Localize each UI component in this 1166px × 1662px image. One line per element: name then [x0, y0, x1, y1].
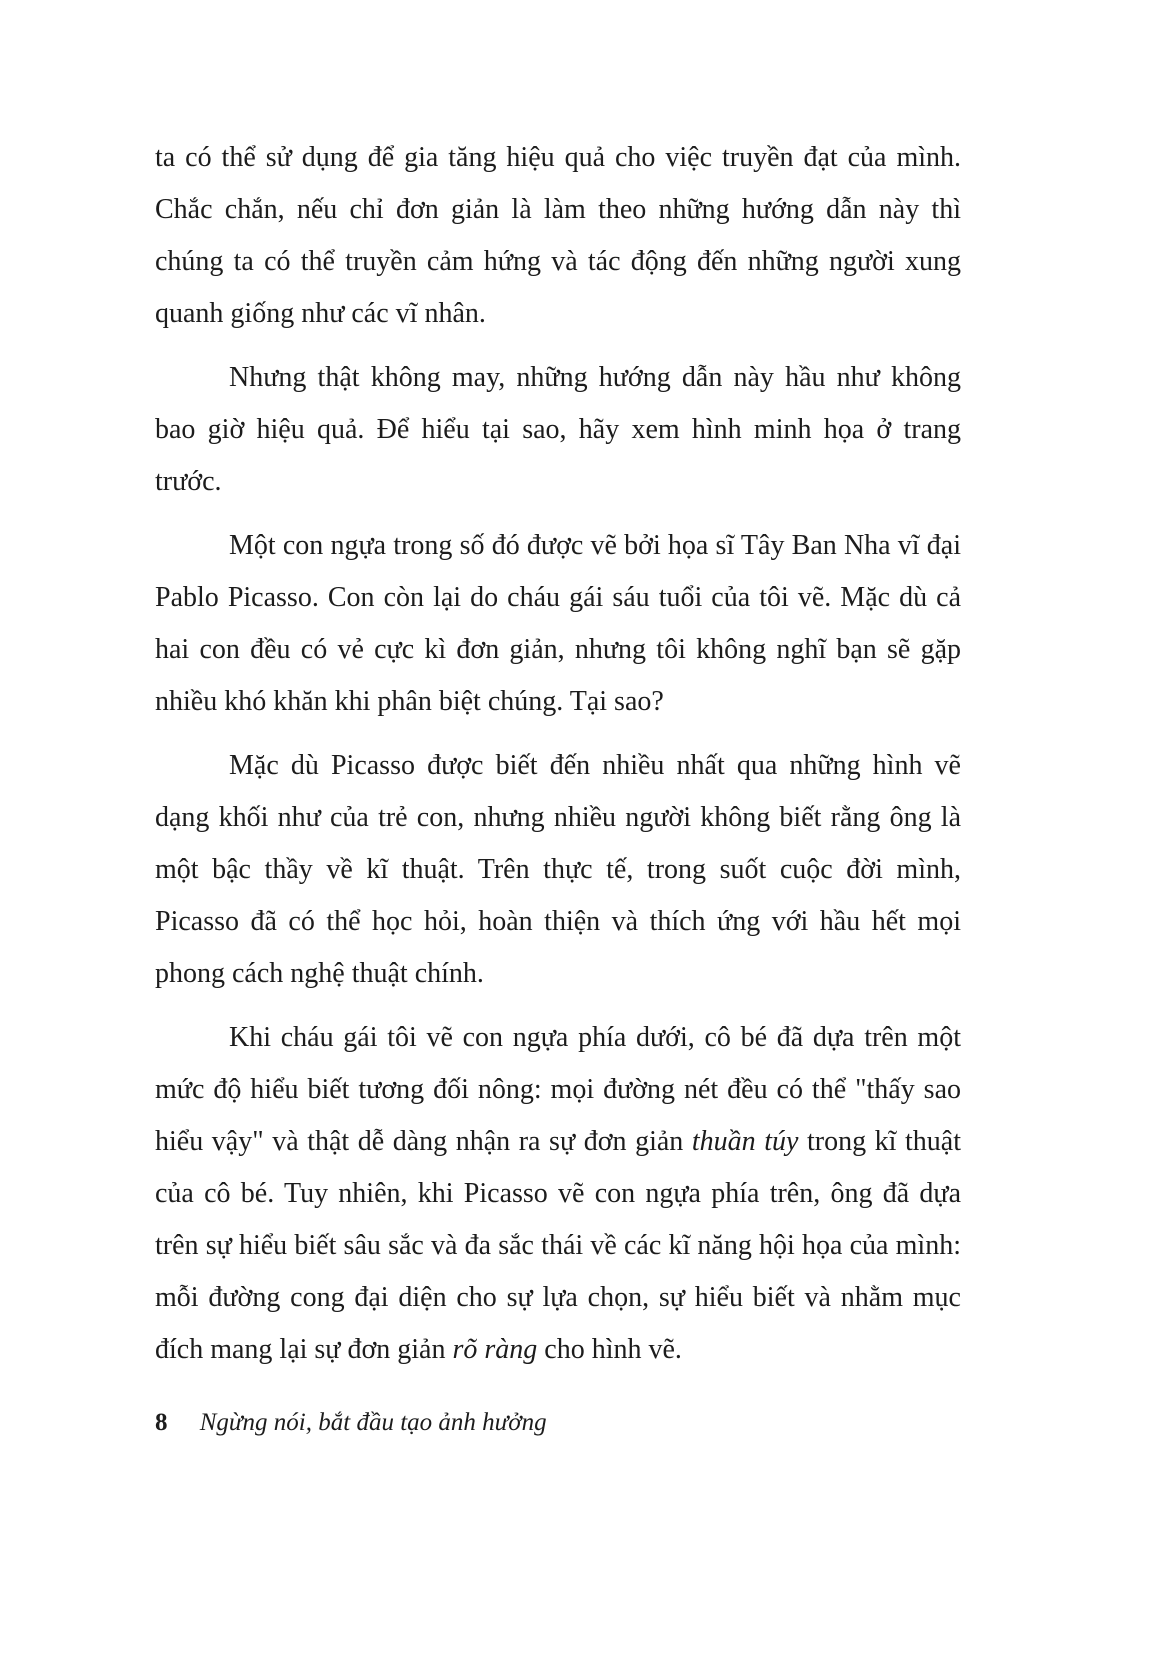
running-title: Ngừng nói, bắt đầu tạo ảnh hưởng [199, 1409, 547, 1436]
paragraph [155, 132, 961, 340]
paragraph-text: trong kĩ thuật của cô bé. Tuy nhiên, khi Picasso vẽ con ngựa phía trên, ông đã dựa trên sự hiểu biết sâu sắc và đa sắc thái về các kĩ năng hội họa của mình: mỗi đường cong đại diện cho sự lựa chọn, sự hiểu biết và nhằm mục đích mang lại sự đơn giản [155, 1126, 961, 1365]
paragraph-text: cho hình vẽ. [537, 1334, 682, 1365]
paragraph-text: Mặc dù Picasso được biết đến nhiều nhất qua những hình vẽ dạng khối như của trẻ con, nhưng nhiều người không biết rằng ông là một bậc thầy về kĩ thuật. Trên thực tế, trong suốt cuộc đời mình, Picasso đã có thể học hỏi, hoàn thiện và thích ứng với hầu hết mọi phong cách nghệ thuật chính. [155, 750, 961, 989]
paragraph-emphasis-text: rõ ràng [452, 1334, 538, 1365]
page-text-block [155, 132, 961, 1388]
paragraph-text: Nhưng thật không may, những hướng dẫn này hầu như không bao giờ hiệu quả. Để hiểu tại sao, hãy xem hình minh họa ở trang trước. [155, 362, 961, 497]
paragraph [155, 1012, 961, 1376]
paragraph [155, 740, 961, 1000]
paragraph-text: ta có thể sử dụng để gia tăng hiệu quả cho việc truyền đạt của mình. Chắc chắn, nếu chỉ đơn giản là làm theo những hướng dẫn này thì chúng ta có thể truyền cảm hứng và tác động đến những người xung quanh giống như các vĩ nhân. [155, 142, 961, 329]
paragraph-emphasis-text: thuần túy [691, 1126, 799, 1157]
paragraph-text: Một con ngựa trong số đó được vẽ bởi họa sĩ Tây Ban Nha vĩ đại Pablo Picasso. Con còn lại do cháu gái sáu tuổi của tôi vẽ. Mặc dù cả hai con đều có vẻ cực kì đơn giản, nhưng tôi không nghĩ bạn sẽ gặp nhiều khó khăn khi phân biệt chúng. Tại sao? [155, 530, 961, 717]
paragraph-text: Khi cháu gái tôi vẽ con ngựa phía dưới, cô bé đã dựa trên một mức độ hiểu biết tương đối nông: mọi đường nét đều có thể "thấy sao hiểu vậy" và thật dễ dàng nhận ra sự đơn giản [155, 1022, 961, 1157]
paragraph [155, 520, 961, 728]
paragraph [155, 352, 961, 508]
page-number: 8 [155, 1409, 168, 1436]
page-footer [155, 1406, 961, 1440]
